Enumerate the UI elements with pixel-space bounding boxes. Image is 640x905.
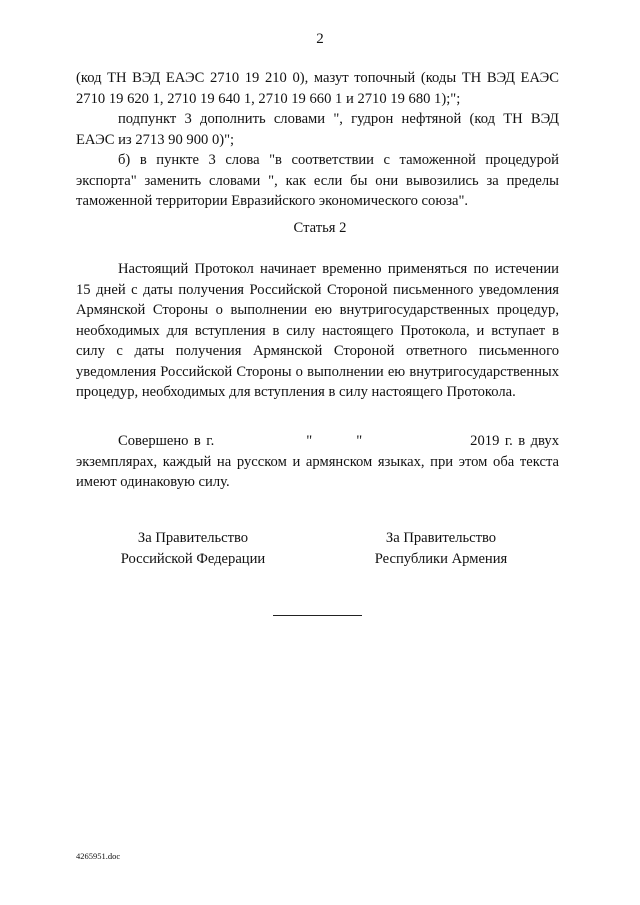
done-prefix: Совершено в г.	[118, 433, 215, 449]
file-name-footer: 4265951.doc	[76, 851, 121, 861]
quote-close: "	[356, 433, 363, 449]
subitem-3-paragraph: подпункт 3 дополнить словами ", гудрон нефтяной (код ТН ВЭД ЕАЭС из 2713 90 900 0)";	[76, 111, 559, 148]
signature-armenia-line1: За Правительство	[385, 530, 497, 546]
done-paragraph	[76, 431, 559, 493]
article-2-paragraph: Настоящий Протокол начинает временно применяться по истечении 15 дней с даты получения Российской Стороной письменного уведомления Армянской Стороны о выполнении ею внутригосударственных процедур, необходимых для вступления в силу настоящего Протокола, и вступает в силу с даты получения Армянской Стороной ответного письменного уведомления Российской Стороны о выполнении ею внутригосударственных процедур, необходимых для вступления в силу настоящего Протокола.	[76, 261, 559, 400]
signature-russia-line2: Российской Федерации	[120, 550, 266, 567]
signature-russia-line1: За Правительство	[137, 530, 249, 546]
article-2-heading: Статья 2	[293, 220, 347, 236]
page-number: 2	[316, 31, 324, 47]
end-rule	[273, 615, 362, 616]
done-suffix: 2019 г. в двух экземплярах, каждый на русском и армянском языках, при этом оба текста имеют одинаковую силу.	[76, 433, 560, 490]
signature-block-armenia	[358, 528, 524, 569]
quote-open: "	[306, 433, 313, 449]
goods-codes-paragraph: (код ТН ВЭД ЕАЭС 2710 19 210 0), мазут топочный (коды ТН ВЭД ЕАЭС 2710 19 620 1, 2710 19 640 1, 2710 19 660 1 и 2710 19 680 1);";	[76, 70, 559, 107]
signature-block-russia	[108, 528, 278, 569]
item-b-paragraph: б) в пункте 3 слова "в соответствии с таможенной процедурой экспорта" заменить словами ", как если бы они вывозились за пределы таможенной территории Евразийского экономического союза".	[76, 152, 559, 209]
signature-armenia-line2: Республики Армения	[374, 550, 508, 567]
continuation-text	[76, 68, 559, 212]
